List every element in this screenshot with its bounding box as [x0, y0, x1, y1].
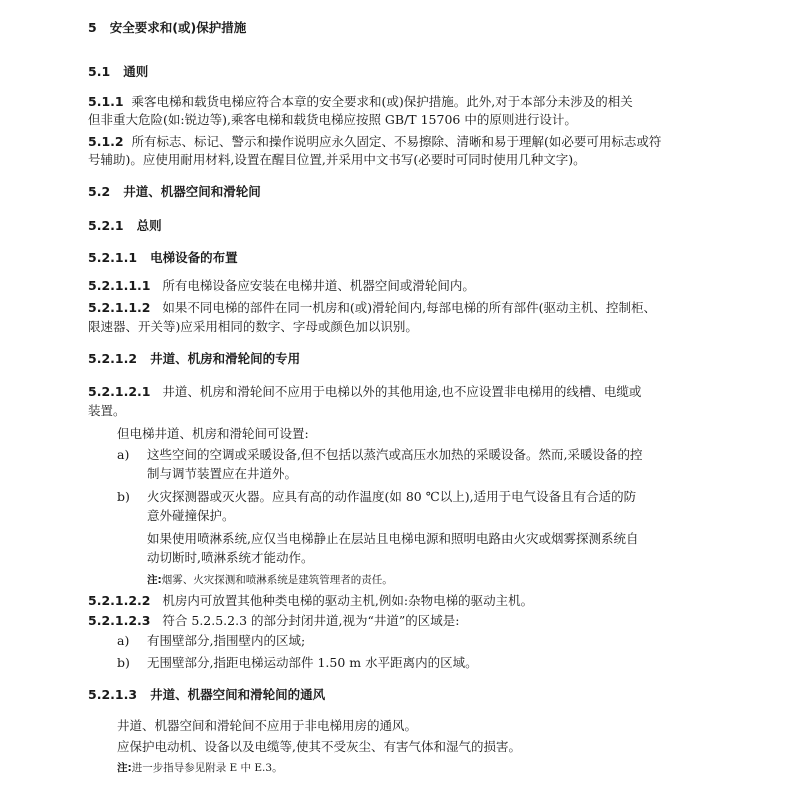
heading-5-2-1 — [88, 217, 162, 235]
heading-number: 5 — [88, 20, 97, 35]
clause-5-1-2-line2: 号辅助)。应使用耐用材料,设置在醒目位置,并采用中文书写(必要时可同时使用几种文字)。 — [88, 152, 586, 167]
clause-5-2-1-3-para2: 应保护电动机、设备以及电缆等,使其不受灰尘、有害气体和湿气的损害。 — [117, 739, 521, 754]
clause-number: 5.2.1.2.3 — [88, 613, 151, 628]
list-item-a-line1: 这些空间的空调或采暖设备,但不包括以蒸汽或高压水加热的采暖设备。然而,采暖设备的控 — [147, 447, 643, 462]
heading-title: 总则 — [136, 218, 162, 233]
note-tag: 注: — [147, 574, 162, 586]
clause-text: 乘客电梯和载货电梯应符合本章的安全要求和(或)保护措施。此外,对于本部分未涉及的相关 — [131, 94, 633, 109]
clause-5-2-1-1-1 — [88, 277, 475, 295]
clause-5-2-1-3-para1: 井道、机器空间和滑轮间不应用于非电梯用房的通风。 — [117, 718, 418, 733]
clause-text: 机房内可放置其他种类电梯的驱动主机,例如:杂物电梯的驱动主机。 — [162, 593, 534, 608]
clause-number: 5.2.1.2.1 — [88, 384, 151, 399]
heading-number: 5.2.1.2 — [88, 351, 138, 366]
clause-5-2-1-2-2 — [88, 592, 533, 610]
heading-title: 井道、机器空间和滑轮间的通风 — [150, 687, 326, 702]
list-item-b-line4: 动切断时,喷淋系统才能动作。 — [147, 550, 314, 565]
heading-5 — [88, 19, 246, 37]
list-item-a-text: 有围壁部分,指围壁内的区域; — [147, 633, 306, 648]
list-item-b-line1: 火灾探测器或灭火器。应具有高的动作温度(如 80 ℃以上),适用于电气设备且有合适的防 — [147, 489, 637, 504]
heading-number: 5.2.1 — [88, 218, 124, 233]
clause-5-2-1-1-2-line2: 限速器、开关等)应采用相同的数字、字母或颜色加以识别。 — [88, 319, 418, 334]
list-item-a-line2: 制与调节装置应在井道外。 — [147, 466, 298, 481]
clause-text: 所有标志、标记、警示和操作说明应永久固定、不易擦除、清晰和易于理解(如必要可用标志或符 — [131, 134, 662, 149]
clause-5-2-1-1-2-line1 — [88, 299, 656, 317]
list-item-b-line2: 意外碰撞保护。 — [147, 508, 235, 523]
heading-title: 电梯设备的布置 — [150, 250, 238, 265]
clause-number: 5.2.1.1.2 — [88, 300, 151, 315]
clause-number: 5.2.1.2.2 — [88, 593, 151, 608]
heading-5-1 — [88, 63, 148, 81]
clause-5-1-1-line1 — [88, 93, 633, 111]
clause-5-1-2-line1 — [88, 133, 661, 151]
note-5-2-1-3 — [117, 759, 283, 777]
heading-title: 井道、机房和滑轮间的专用 — [150, 351, 301, 366]
heading-5-2-1-3 — [88, 686, 325, 704]
clause-number: 5.1.2 — [88, 134, 124, 149]
heading-title: 通则 — [123, 64, 149, 79]
heading-number: 5.2 — [88, 184, 111, 199]
heading-5-2-1-2 — [88, 350, 300, 368]
clause-text: 符合 5.2.5.2.3 的部分封闭井道,视为“井道”的区域是: — [162, 613, 460, 628]
heading-title: 井道、机器空间和滑轮间 — [123, 184, 261, 199]
note-text: 烟雾、火灾探测和喷淋系统是建筑管理者的责任。 — [161, 574, 393, 586]
list-item-b-label: b) — [117, 489, 130, 504]
clause-5-2-1-2-3 — [88, 612, 459, 630]
clause-5-2-1-2-1-intro: 但电梯井道、机房和滑轮间可设置: — [117, 426, 309, 441]
clause-5-2-1-2-1-line1 — [88, 383, 641, 401]
heading-number: 5.2.1.3 — [88, 687, 138, 702]
heading-number: 5.1 — [88, 64, 111, 79]
note-5-2-1-2-1 — [147, 571, 393, 589]
heading-5-2 — [88, 183, 261, 201]
clause-number: 5.2.1.1.1 — [88, 278, 151, 293]
clause-text: 如果不同电梯的部件在同一机房和(或)滑轮间内,每部电梯的所有部件(驱动主机、控制柜、 — [162, 300, 657, 315]
note-text: 进一步指导参见附录 E 中 E.3。 — [131, 762, 283, 774]
heading-title: 安全要求和(或)保护措施 — [109, 20, 247, 35]
list-item-b-text: 无围壁部分,指距电梯运动部件 1.50 m 水平距离内的区域。 — [147, 655, 478, 670]
heading-5-2-1-1 — [88, 249, 238, 267]
list-item-b-label: b) — [117, 655, 130, 670]
clause-text: 井道、机房和滑轮间不应用于电梯以外的其他用途,也不应设置非电梯用的线槽、电缆或 — [162, 384, 642, 399]
list-item-b-line3: 如果使用喷淋系统,应仅当电梯静止在层站且电梯电源和照明电路由火灾或烟雾探测系统自 — [147, 531, 639, 546]
heading-number: 5.2.1.1 — [88, 250, 138, 265]
clause-text: 所有电梯设备应安装在电梯井道、机器空间或滑轮间内。 — [162, 278, 475, 293]
clause-number: 5.1.1 — [88, 94, 124, 109]
list-item-a-label: a) — [117, 633, 130, 648]
clause-5-1-1-line2: 但非重大危险(如:锐边等),乘客电梯和载货电梯应按照 GB/T 15706 中的原则进行设计。 — [88, 112, 577, 127]
note-tag: 注: — [117, 762, 132, 774]
list-item-a-label: a) — [117, 447, 130, 462]
clause-5-2-1-2-1-line2: 装置。 — [88, 403, 126, 418]
